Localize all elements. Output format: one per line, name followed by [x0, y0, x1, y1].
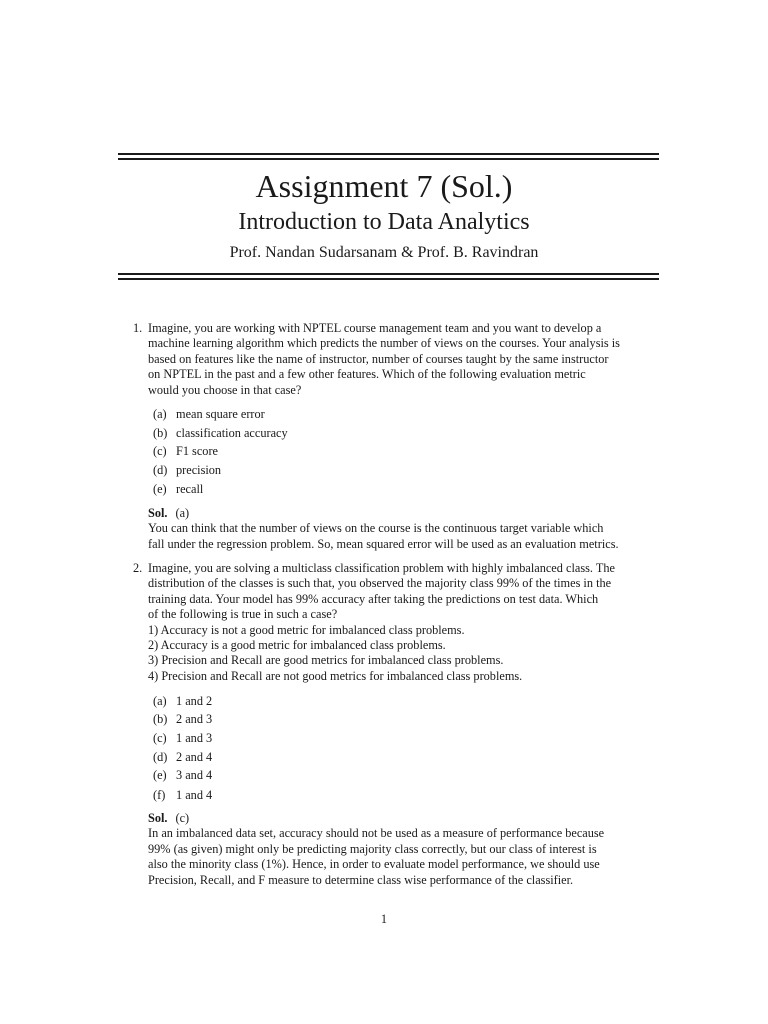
question-number: 1.: [133, 321, 143, 335]
option-text: 1 and 3: [176, 731, 213, 745]
option-text: F1 score: [176, 444, 219, 458]
option-text: 1 and 4: [176, 788, 213, 802]
option-text: classification accuracy: [176, 426, 288, 440]
option-item: [153, 788, 212, 803]
header-top-rule-2: [118, 158, 659, 160]
option-label: (d): [153, 463, 168, 477]
option-item: [153, 712, 212, 727]
question-line: distribution of the classes is such that, you observed the majority class 99% of the times in the: [148, 576, 612, 591]
option-label: (a): [153, 407, 167, 421]
option-label: (e): [153, 482, 167, 496]
question-text: [148, 561, 660, 684]
question-line: of the following is true in such a case?: [148, 607, 338, 622]
solution-label: Sol.: [148, 811, 168, 825]
option-item: [153, 694, 212, 709]
option-item: [153, 444, 218, 459]
question-line: 1) Accuracy is not a good metric for imbalanced class problems.: [148, 622, 465, 637]
question-line: on NPTEL in the past and a few other features. Which of the following evaluation metric: [148, 367, 586, 382]
header-bottom-rule-1: [118, 273, 659, 275]
solution-2: [148, 811, 660, 888]
question-line: training data. Your model has 99% accuracy after taking the predictions on test data. Which: [148, 591, 599, 606]
question-number: 2.: [133, 561, 143, 575]
question-line: machine learning algorithm which predicts the number of views on the courses. Your analysis is: [148, 336, 620, 351]
solution-answer: (a): [175, 506, 190, 520]
option-text: mean square error: [176, 407, 265, 421]
option-item: [153, 768, 212, 783]
question-line: 4) Precision and Recall are not good metrics for imbalanced class problems.: [148, 668, 523, 683]
solution-answer: (c): [175, 811, 190, 825]
page-subtitle: Introduction to Data Analytics: [238, 209, 530, 235]
solution-1: [148, 506, 660, 552]
solution-line: 99% (as given) might only be predicting majority class correctly, but our class of interest is: [148, 841, 597, 856]
solution-line: Precision, Recall, and F measure to determine class wise performance of the classifier.: [148, 872, 574, 887]
question-line: Imagine, you are working with NPTEL course management team and you want to develop a: [148, 321, 602, 335]
solution-line: also the minority class (1%). Hence, in order to evaluate model performance, we should use: [148, 857, 600, 872]
question-line: 3) Precision and Recall are good metrics for imbalanced class problems.: [148, 653, 504, 668]
option-text: 2 and 4: [176, 750, 213, 764]
option-label: (a): [153, 694, 167, 708]
option-text: recall: [176, 482, 204, 496]
question-line: Imagine, you are solving a multiclass classification problem with highly imbalanced class. The: [148, 561, 615, 575]
question-line: would you choose in that case?: [148, 382, 302, 397]
option-text: precision: [176, 463, 222, 477]
question-line: 2) Accuracy is a good metric for imbalanced class problems.: [148, 638, 446, 653]
header-bottom-rule-2: [118, 278, 659, 280]
page-number: 1: [380, 912, 388, 926]
question-line: based on features like the name of instructor, number of courses taught by the same instructor: [148, 351, 609, 366]
option-item: [153, 463, 221, 478]
page-title: Assignment 7 (Sol.): [255, 168, 513, 204]
option-text: 2 and 3: [176, 712, 213, 726]
option-label: (d): [153, 750, 168, 764]
option-label: (c): [153, 731, 167, 745]
option-label: (b): [153, 712, 168, 726]
option-item: [153, 731, 212, 746]
question-text: [148, 321, 660, 398]
solution-heading: [148, 811, 660, 826]
option-label: (f): [153, 788, 166, 802]
option-text: 3 and 4: [176, 768, 213, 782]
header-top-rule-1: [118, 153, 659, 155]
solution-label: Sol.: [148, 506, 168, 520]
option-item: [153, 407, 265, 422]
option-text: 1 and 2: [176, 694, 213, 708]
solution-line: In an imbalanced data set, accuracy should not be used as a measure of performance because: [148, 826, 605, 841]
option-item: [153, 482, 203, 497]
solution-line: fall under the regression problem. So, mean squared error will be used as an evaluation metrics.: [148, 536, 619, 551]
solution-line: You can think that the number of views on the course is the continuous target variable which: [148, 521, 604, 536]
option-item: [153, 750, 212, 765]
authors-line: Prof. Nandan Sudarsanam & Prof. B. Ravindran: [229, 244, 539, 261]
option-item: [153, 426, 288, 441]
solution-heading: [148, 506, 660, 521]
option-label: (e): [153, 768, 167, 782]
option-label: (b): [153, 426, 168, 440]
option-label: (c): [153, 444, 167, 458]
